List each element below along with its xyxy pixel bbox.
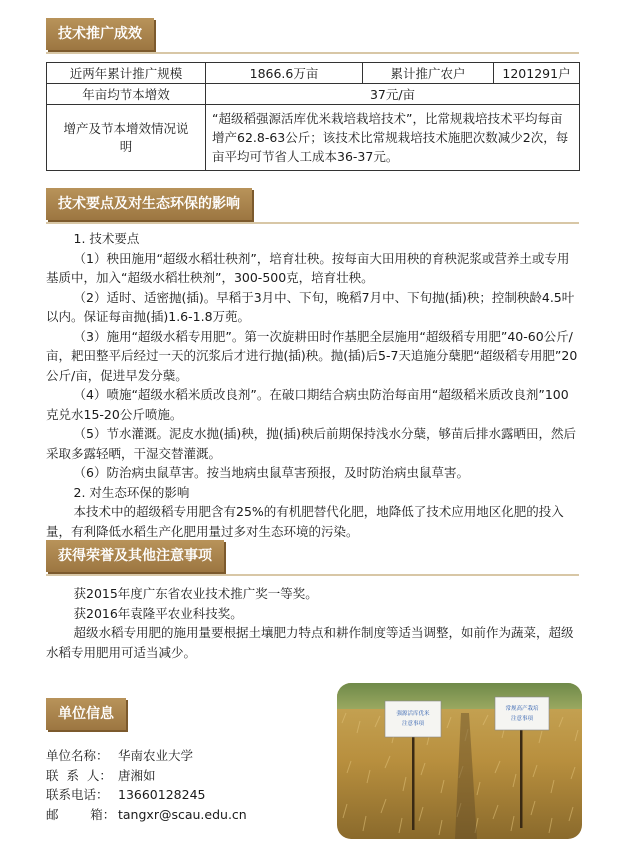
svg-text:强源活库优米: 强源活库优米 [396,711,430,717]
table-row [47,63,580,84]
email-label: 邮 箱： [46,806,116,822]
contact-person: 唐湘如 [118,767,156,783]
section-title-honors: 获得荣誉及其他注意事项 [46,540,224,572]
key-points-body [46,229,580,541]
section-title-unit: 单位信息 [46,698,126,730]
stats-table [46,62,580,171]
cell-label-scale: 近两年累计推广规模 [47,63,206,84]
unit-name: 华南农业大学 [118,748,194,763]
phone-number: 13660128245 [118,787,206,802]
section-title-key-points: 技术要点及对生态环保的影响 [46,188,252,220]
cell-label-description: 增产及节本增效情况说明 [47,105,206,171]
section-divider [46,574,579,576]
cell-value-scale: 1866.6万亩 [206,63,363,84]
tech-point-item: （4）喷施“超级水稻米质改良剂”。在破口期结合病虫防治每亩用“超级稻米质改良剂”100克兑水15-20公斤喷施。 [46,387,569,422]
subheading-tech-points: 1. 技术要点 [73,231,140,246]
honor-item: 获2015年度广东省农业技术推广奖一等奖。 [73,586,318,601]
cell-label-benefit: 年亩均节本增效 [47,84,206,105]
contact-person-label: 联 系 人： [46,767,112,783]
tech-point-item: （6）防治病虫鼠草害。按当地病虫鼠草害预报，及时防治病虫鼠草害。 [73,465,469,480]
cell-value-farmers: 1201291户 [494,63,580,84]
tech-point-item: （1）秧田施用“超级水稻壮秧剂”，培育壮秧。按每亩大田用秧的育秧泥浆或营养土或专用基质中，加入“超级水稻壮秧剂”，300-500克，培育壮秧。 [46,250,570,285]
table-row [47,105,580,171]
tech-point-item: （5）节水灌溉。泥皮水抛(插)秧，抛(插)秧后前期保持浅水分蘖，够苗后排水露晒田，然后采取多露轻晒，干湿交替灌溉。 [46,426,576,461]
honor-item: 获2016年袁隆平农业科技奖。 [73,605,243,621]
section-title-results: 技术推广成效 [46,18,154,50]
note-text: 超级水稻专用肥的施用量要根据土壤肥力特点和耕作制度等适当调整，如前作为蔬菜，超级水稻专用肥用可适当减少。 [46,625,574,660]
rice-field-photo [337,683,582,839]
eco-impact-text: 本技术中的超级稻专用肥含有25%的有机肥替代化肥，地降低了技术应用地区化肥的投入量，有利降低水稻生产化肥用量过多对生态环境的污染。 [46,504,564,539]
tech-point-item: （2）适时、适密抛(插)。早稻于3月中、下旬，晚稻7月中、下旬抛(插)秧；控制秧龄4.5叶以内。保证每亩抛(插)1.6-1.8万蔸。 [46,289,575,324]
phone-label: 联系电话： [46,787,109,802]
svg-text:常规高产栽培: 常规高产栽培 [505,706,539,712]
honors-body [46,584,580,662]
tech-point-item: （3）施用“超级水稻专用肥”。第一次旋耕田时作基肥全层施用“超级稻专用肥”40-60公斤/亩，耙田整平后经过一天的沉浆后才进行抛(插)秧。抛(插)后5-7天追施分蘖肥“超级稻专用肥”20公斤/亩，促进早发分蘖。 [46,328,578,383]
unit-contact-info [46,746,247,824]
unit-name-label: 单位名称： [46,748,109,763]
table-row [47,84,580,105]
cell-label-farmers: 累计推广农户 [363,63,494,84]
cell-value-description: “超级稻强源活库优米栽培栽培技术”，比常规栽培技术平均每亩增产62.8-63公斤；该技术比常规栽培技术施肥次数减少2次，每亩平均可节省人工成本36-37元。 [206,105,580,171]
section-divider [46,52,579,54]
cell-value-benefit: 37元/亩 [206,84,580,105]
svg-text:注意事项: 注意事项 [510,716,534,722]
svg-text:注意事项: 注意事项 [401,721,425,727]
section-divider [46,222,579,224]
subheading-eco-impact: 2. 对生态环保的影响 [73,484,190,500]
email-address: tangxr@scau.edu.cn [118,806,247,822]
